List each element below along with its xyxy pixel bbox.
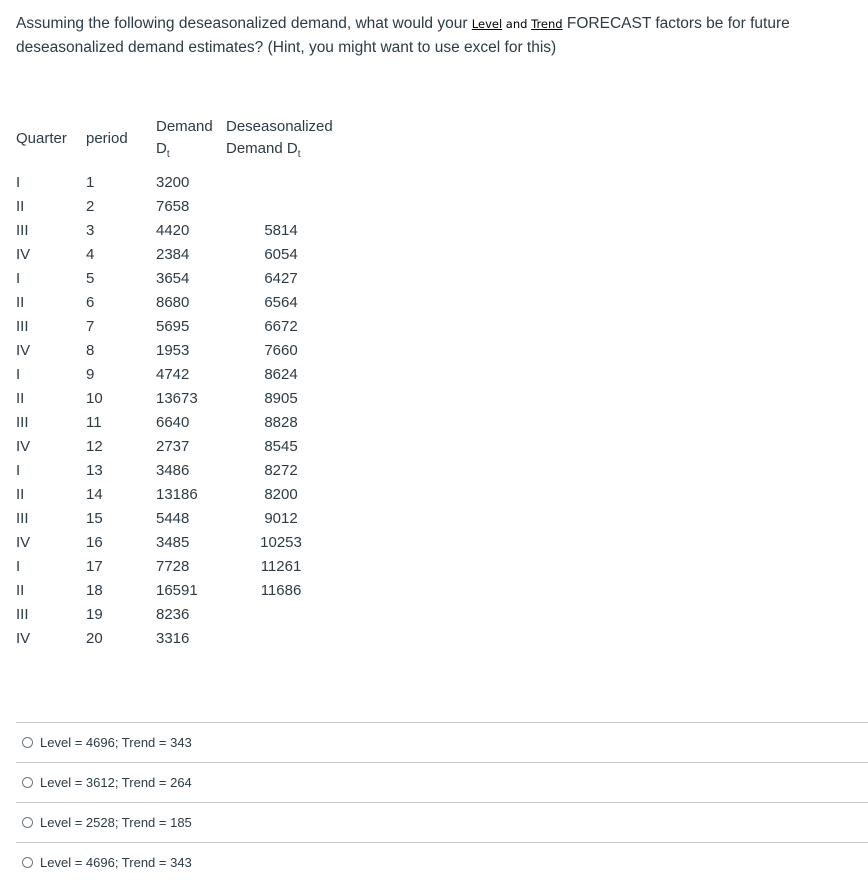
cell-demand: 7658 (156, 197, 190, 215)
table-row (16, 194, 336, 218)
cell-demand: 3486 (156, 461, 190, 479)
answer-option[interactable] (16, 762, 868, 802)
table-row (16, 290, 336, 314)
table-row (16, 482, 336, 506)
cell-quarter: II (16, 293, 25, 311)
answer-label: Level = 2528; Trend = 185 (40, 815, 192, 830)
cell-deseasonalized: 8828 (264, 413, 298, 431)
cell-quarter: II (16, 485, 25, 503)
cell-demand: 4742 (156, 365, 190, 383)
cell-deseasonalized: 10253 (260, 533, 302, 551)
cell-deseasonalized: 8545 (264, 437, 298, 455)
cell-quarter: IV (16, 437, 31, 455)
cell-demand: 13673 (156, 389, 198, 407)
cell-period: 20 (86, 629, 103, 647)
header-deseasonalized-line1: Deseasonalized (226, 117, 333, 135)
table-row (16, 266, 336, 290)
cell-period: 1 (86, 173, 95, 191)
table-row (16, 626, 336, 650)
radio-icon[interactable] (22, 817, 33, 828)
table-row (16, 434, 336, 458)
radio-icon[interactable] (22, 737, 33, 748)
header-period: period (86, 129, 128, 147)
level-word: Level (471, 17, 503, 31)
cell-period: 9 (86, 365, 95, 383)
answer-option[interactable] (16, 802, 868, 842)
cell-deseasonalized: 7660 (264, 341, 298, 359)
cell-demand: 2384 (156, 245, 190, 263)
header-demand-line1: Demand (156, 117, 213, 135)
cell-deseasonalized: 6427 (264, 269, 298, 287)
answer-label: Level = 4696; Trend = 343 (40, 735, 192, 750)
cell-deseasonalized: 8624 (264, 365, 298, 383)
table-row (16, 602, 336, 626)
cell-demand: 5695 (156, 317, 190, 335)
cell-deseasonalized: 8905 (264, 389, 298, 407)
cell-demand: 3654 (156, 269, 190, 287)
cell-period: 12 (86, 437, 103, 455)
cell-quarter: IV (16, 341, 31, 359)
table-row (16, 242, 336, 266)
table-row (16, 458, 336, 482)
table-row (16, 338, 336, 362)
cell-demand: 3200 (156, 173, 190, 191)
table-row (16, 506, 336, 530)
cell-period: 6 (86, 293, 95, 311)
cell-quarter: I (16, 269, 21, 287)
cell-quarter: IV (16, 629, 31, 647)
cell-deseasonalized: 6564 (264, 293, 298, 311)
radio-icon[interactable] (22, 857, 33, 868)
cell-quarter: I (16, 365, 21, 383)
table-row (16, 410, 336, 434)
trend-word: Trend (531, 17, 563, 31)
cell-demand: 7728 (156, 557, 190, 575)
cell-demand: 13186 (156, 485, 198, 503)
demand-table (16, 114, 336, 650)
cell-demand: 4420 (156, 221, 190, 239)
table-row (16, 386, 336, 410)
cell-period: 8 (86, 341, 95, 359)
cell-period: 5 (86, 269, 95, 287)
table-row (16, 530, 336, 554)
cell-deseasonalized: 5814 (264, 221, 298, 239)
cell-quarter: I (16, 461, 21, 479)
answer-option[interactable] (16, 722, 868, 762)
table-row (16, 170, 336, 194)
cell-deseasonalized: 11261 (260, 557, 302, 575)
table-row (16, 314, 336, 338)
cell-period: 14 (86, 485, 103, 503)
answer-label: Level = 4696; Trend = 343 (40, 855, 192, 870)
cell-period: 10 (86, 389, 103, 407)
cell-deseasonalized: 9012 (264, 509, 298, 527)
cell-quarter: III (16, 509, 29, 527)
cell-period: 7 (86, 317, 95, 335)
cell-period: 17 (86, 557, 103, 575)
cell-deseasonalized: 6672 (264, 317, 298, 335)
cell-quarter: IV (16, 533, 31, 551)
cell-period: 11 (86, 413, 102, 431)
cell-deseasonalized: 8200 (264, 485, 298, 503)
question-part1: Assuming the following deseasonalized demand, what would your (16, 15, 472, 32)
cell-period: 4 (86, 245, 95, 263)
header-deseasonalized-line2: Demand $D_t$ (226, 140, 301, 160)
cell-deseasonalized: 11686 (260, 581, 302, 599)
cell-period: 3 (86, 221, 95, 239)
question-text (16, 12, 816, 60)
cell-quarter: I (16, 557, 21, 575)
radio-icon[interactable] (22, 777, 33, 788)
cell-quarter: III (16, 605, 29, 623)
cell-deseasonalized (226, 170, 336, 194)
header-quarter: Quarter (16, 129, 67, 147)
cell-demand: 16591 (156, 581, 198, 599)
cell-period: 2 (86, 197, 95, 215)
table-row (16, 218, 336, 242)
cell-quarter: III (16, 317, 29, 335)
cell-demand: 5448 (156, 509, 190, 527)
cell-quarter: IV (16, 245, 31, 263)
answer-label: Level = 3612; Trend = 264 (40, 775, 192, 790)
cell-demand: 6640 (156, 413, 190, 431)
cell-deseasonalized (226, 602, 336, 626)
cell-deseasonalized (226, 626, 336, 650)
cell-demand: 3485 (156, 533, 190, 551)
cell-quarter: I (16, 173, 21, 191)
answer-options (16, 722, 868, 882)
answer-option[interactable] (16, 842, 868, 882)
cell-demand: 1953 (156, 341, 190, 359)
cell-quarter: III (16, 221, 29, 239)
cell-period: 19 (86, 605, 103, 623)
table-row (16, 578, 336, 602)
cell-demand: 8236 (156, 605, 190, 623)
table-row (16, 362, 336, 386)
cell-period: 13 (86, 461, 103, 479)
cell-demand: 2737 (156, 437, 190, 455)
cell-quarter: II (16, 389, 25, 407)
cell-demand: 8680 (156, 293, 190, 311)
header-demand-line2: $D_t$ (156, 140, 170, 160)
cell-deseasonalized: 8272 (264, 461, 298, 479)
cell-deseasonalized: 6054 (264, 245, 298, 263)
cell-period: 18 (86, 581, 103, 599)
cell-period: 16 (86, 533, 103, 551)
question-part2: FORECAST factors be for future deseasonalized demand estimates? (Hint, you might want to use excel for this) (16, 15, 790, 56)
and-word: and (502, 17, 532, 31)
cell-quarter: II (16, 197, 25, 215)
cell-demand: 3316 (156, 629, 190, 647)
cell-quarter: II (16, 581, 25, 599)
cell-period: 15 (86, 509, 103, 527)
table-row (16, 554, 336, 578)
cell-quarter: III (16, 413, 29, 431)
cell-deseasonalized (226, 194, 336, 218)
